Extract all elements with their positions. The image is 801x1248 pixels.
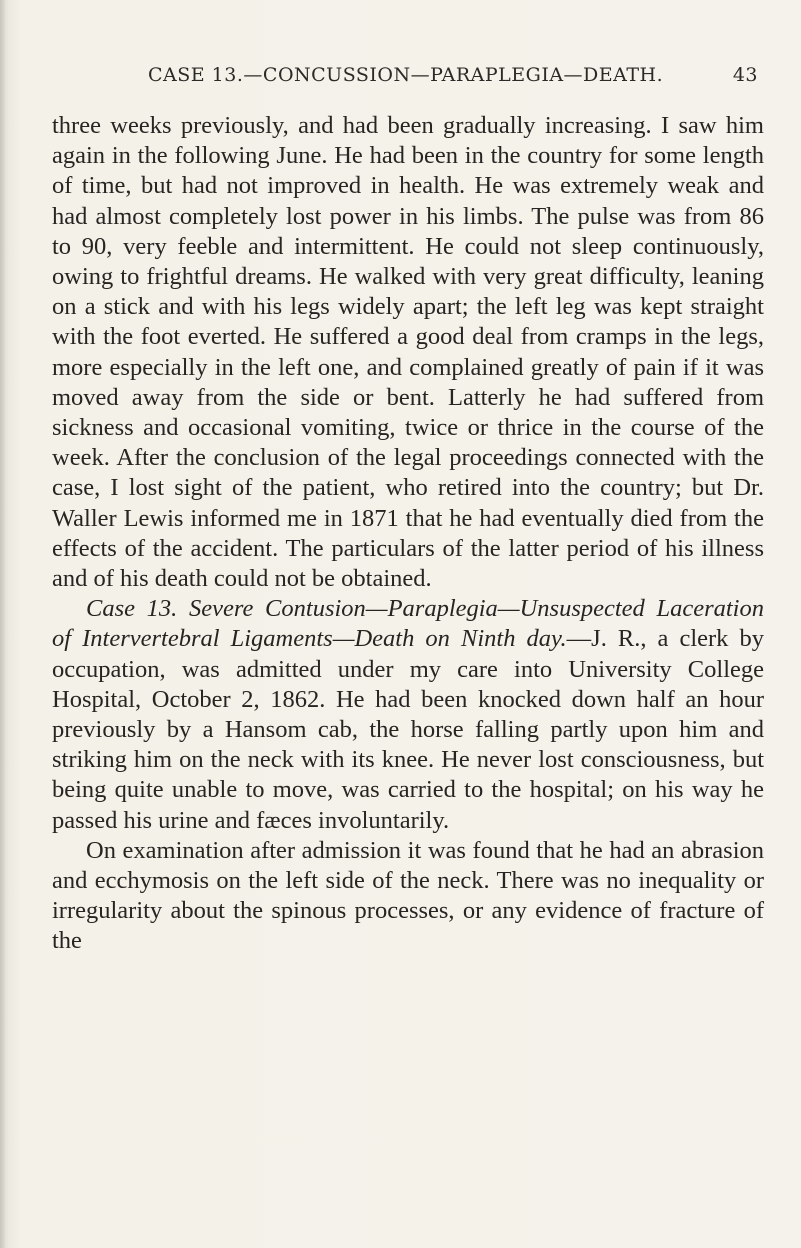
page-gutter-shadow	[0, 0, 6, 1248]
paragraph-2	[52, 594, 764, 836]
case-heading: Case 13. Severe Contusion—Paraplegia—Unsuspected Laceration of Intervertebral Ligaments—Death on Ninth day.	[52, 595, 764, 653]
body-text	[52, 111, 764, 957]
running-head-title: CASE 13.—CONCUSSION—PARAPLEGIA—DEATH.	[148, 64, 664, 86]
page-number: 43	[732, 64, 758, 86]
paragraph-1: three weeks previously, and had been gradually increasing. I saw him again in the following June. He had been in the country for some length of time, but had not improved in health. He was extremely weak and had almost completely lost power in his limbs. The pulse was from 86 to 90, very feeble and intermittent. He could not sleep continuously, owing to frightful dreams. He walked with very great difficulty, leaning on a stick and with his legs widely apart; the left leg was kept straight with the foot everted. He suffered a good deal from cramps in the legs, more especially in the left one, and complained greatly of pain if it was moved away from the side or bent. Latterly he had suffered from sickness and occasional vomiting, twice or thrice in the course of the week. After the conclusion of the legal proceedings connected with the case, I lost sight of the patient, who retired into the country; but Dr. Waller Lewis informed me in 1871 that he had eventually died from the effects of the accident. The particulars of the latter period of his illness and of his death could not be obtained.	[52, 112, 764, 593]
paragraph-2-text: —J. R., a clerk by occupation, was admitted under my care into University College Hospital, October 2, 1862. He had been knocked down half an hour previously by a Hansom cab, the horse falling partly upon him and striking him on the neck with its knee. He never lost consciousness, but being quite unable to move, was carried to the hospital; on his way he passed his urine and fæces involuntarily.	[52, 625, 764, 834]
paragraph-3: On examination after admission it was found that he had an abrasion and ecchymosis on the left side of the neck. There was no inequality or irregularity about the spinous processes, or any evidence of fracture of the	[52, 836, 764, 955]
